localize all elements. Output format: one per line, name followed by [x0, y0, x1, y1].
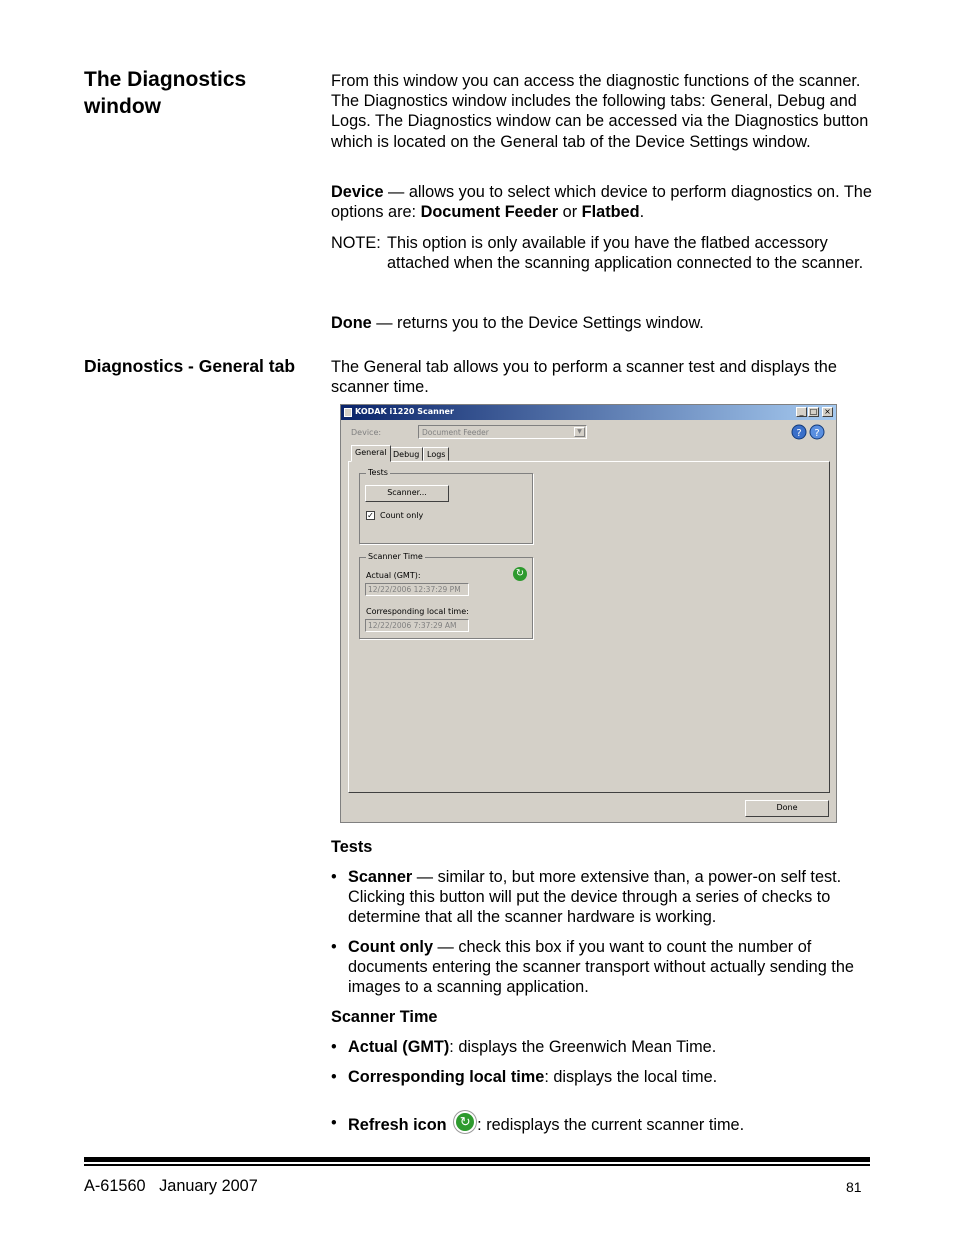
count-only-checkbox[interactable]: ✓ — [367, 511, 374, 520]
svg-text:?: ? — [814, 428, 820, 439]
count-only-label: Count only — [380, 511, 424, 520]
bullet-dot: • — [331, 1114, 337, 1132]
device-paragraph — [331, 182, 876, 222]
help-pointer-icon[interactable] — [809, 423, 825, 441]
bullet-refresh-icon — [331, 1113, 876, 1135]
maximize-button[interactable]: □ — [809, 407, 818, 416]
bullet-scanner-text: — similar to, but more extensive than, a power-on self test. Clicking this button will put the device through a series of checks to determine that all the scanner hardware is working. — [348, 868, 842, 927]
page-number: 81 — [846, 1179, 862, 1195]
general-tab-panel — [348, 461, 830, 793]
tab-debug[interactable]: Debug — [389, 447, 423, 461]
bullet-local-time-term: Corresponding local time — [348, 1068, 545, 1086]
option-flatbed: Flatbed — [581, 203, 640, 222]
bullet-count-only-term: Count only — [348, 938, 434, 956]
done-button[interactable]: Done — [745, 800, 829, 817]
bullet-actual-gmt-text: : displays the Greenwich Mean Time. — [449, 1038, 717, 1056]
bullet-local-time-text: : displays the local time. — [544, 1068, 718, 1086]
bullet-local-time — [331, 1067, 876, 1089]
bullet-actual-gmt — [331, 1037, 876, 1059]
app-icon — [344, 408, 352, 417]
scanner-time-heading: Scanner Time — [331, 1008, 438, 1026]
actual-gmt-label: Actual (GMT): — [366, 571, 421, 580]
bullet-count-only — [331, 937, 876, 999]
tests-group-title: Tests — [368, 468, 388, 477]
scanner-dialog-screenshot — [340, 404, 837, 823]
device-term: Device — [331, 183, 384, 201]
bullet-actual-gmt-term: Actual (GMT) — [348, 1038, 450, 1056]
help-icon[interactable] — [791, 423, 807, 441]
local-time-label: Corresponding local time: — [366, 607, 469, 616]
footer-rule-thick — [84, 1157, 870, 1162]
done-term: Done — [331, 314, 372, 332]
device-dropdown[interactable] — [418, 425, 587, 439]
dialog-titlebar — [341, 405, 836, 420]
tab-general[interactable]: General — [351, 445, 391, 462]
or-text: or — [558, 203, 582, 222]
note-text: This option is only available if you have the flatbed accessory attached when the scanning application connected to the scanner. — [387, 234, 864, 273]
bullet-dot: • — [331, 868, 337, 886]
done-desc: — returns you to the Device Settings window. — [371, 314, 704, 332]
tests-heading: Tests — [331, 838, 373, 856]
scanner-time-group — [359, 552, 533, 639]
device-desc: — allows you to select which device to perform diagnostics on. The options are: — [331, 183, 872, 222]
device-label: Device: — [351, 428, 382, 437]
minimize-button[interactable]: _ — [796, 407, 807, 417]
device-dropdown-value: Document Feeder — [422, 428, 489, 437]
bullet-refresh-term: Refresh icon — [348, 1116, 447, 1134]
close-button[interactable]: × — [822, 407, 833, 417]
footer-doc-id: A-61560 January 2007 — [84, 1177, 258, 1195]
svg-text:?: ? — [796, 428, 802, 439]
chevron-down-icon: ▼ — [574, 427, 585, 437]
note-label: NOTE: — [331, 234, 381, 252]
bullet-count-only-text: — check this box if you want to count the number of documents entering the scanner transport without actually sending the images to a scanning application. — [348, 938, 854, 997]
section-heading-diagnostics-window: The Diagnostics window — [84, 68, 247, 118]
option-document-feeder: Document Feeder — [420, 203, 559, 222]
intro-paragraph: From this window you can access the diagnostic functions of the scanner. The Diagnostics window includes the following tabs: General, Debug and Logs. The Diagnostics window can be accessed via the Diagnostics button which is located on the General tab of the Device Settings window. — [331, 72, 869, 151]
scanner-test-button[interactable]: Scanner... — [365, 485, 449, 502]
general-intro-paragraph: The General tab allows you to perform a scanner test and displays the scanner time. — [331, 358, 837, 397]
dialog-title: KODAK i1220 Scanner — [355, 407, 454, 416]
refresh-icon: ↻ — [456, 1113, 474, 1131]
bullet-dot: • — [331, 1038, 337, 1056]
bullet-refresh-text: : redisplays the current scanner time. — [477, 1116, 745, 1134]
scanner-time-group-title: Scanner Time — [368, 552, 423, 561]
bullet-dot: • — [331, 1068, 337, 1086]
actual-gmt-field[interactable]: 12/22/2006 12:37:29 PM — [365, 583, 469, 596]
footer-rule-thin — [84, 1164, 870, 1166]
done-paragraph — [331, 313, 876, 333]
section-heading-general-tab: Diagnostics - General tab — [84, 356, 296, 376]
bullet-dot: • — [331, 938, 337, 956]
bullet-scanner — [331, 867, 876, 929]
tab-logs[interactable]: Logs — [423, 447, 449, 461]
period: . — [639, 203, 645, 222]
refresh-icon[interactable]: ↻ — [513, 567, 527, 581]
tests-group — [359, 468, 533, 544]
bullet-scanner-term: Scanner — [348, 868, 413, 886]
local-time-field[interactable]: 12/22/2006 7:37:29 AM — [365, 619, 469, 632]
